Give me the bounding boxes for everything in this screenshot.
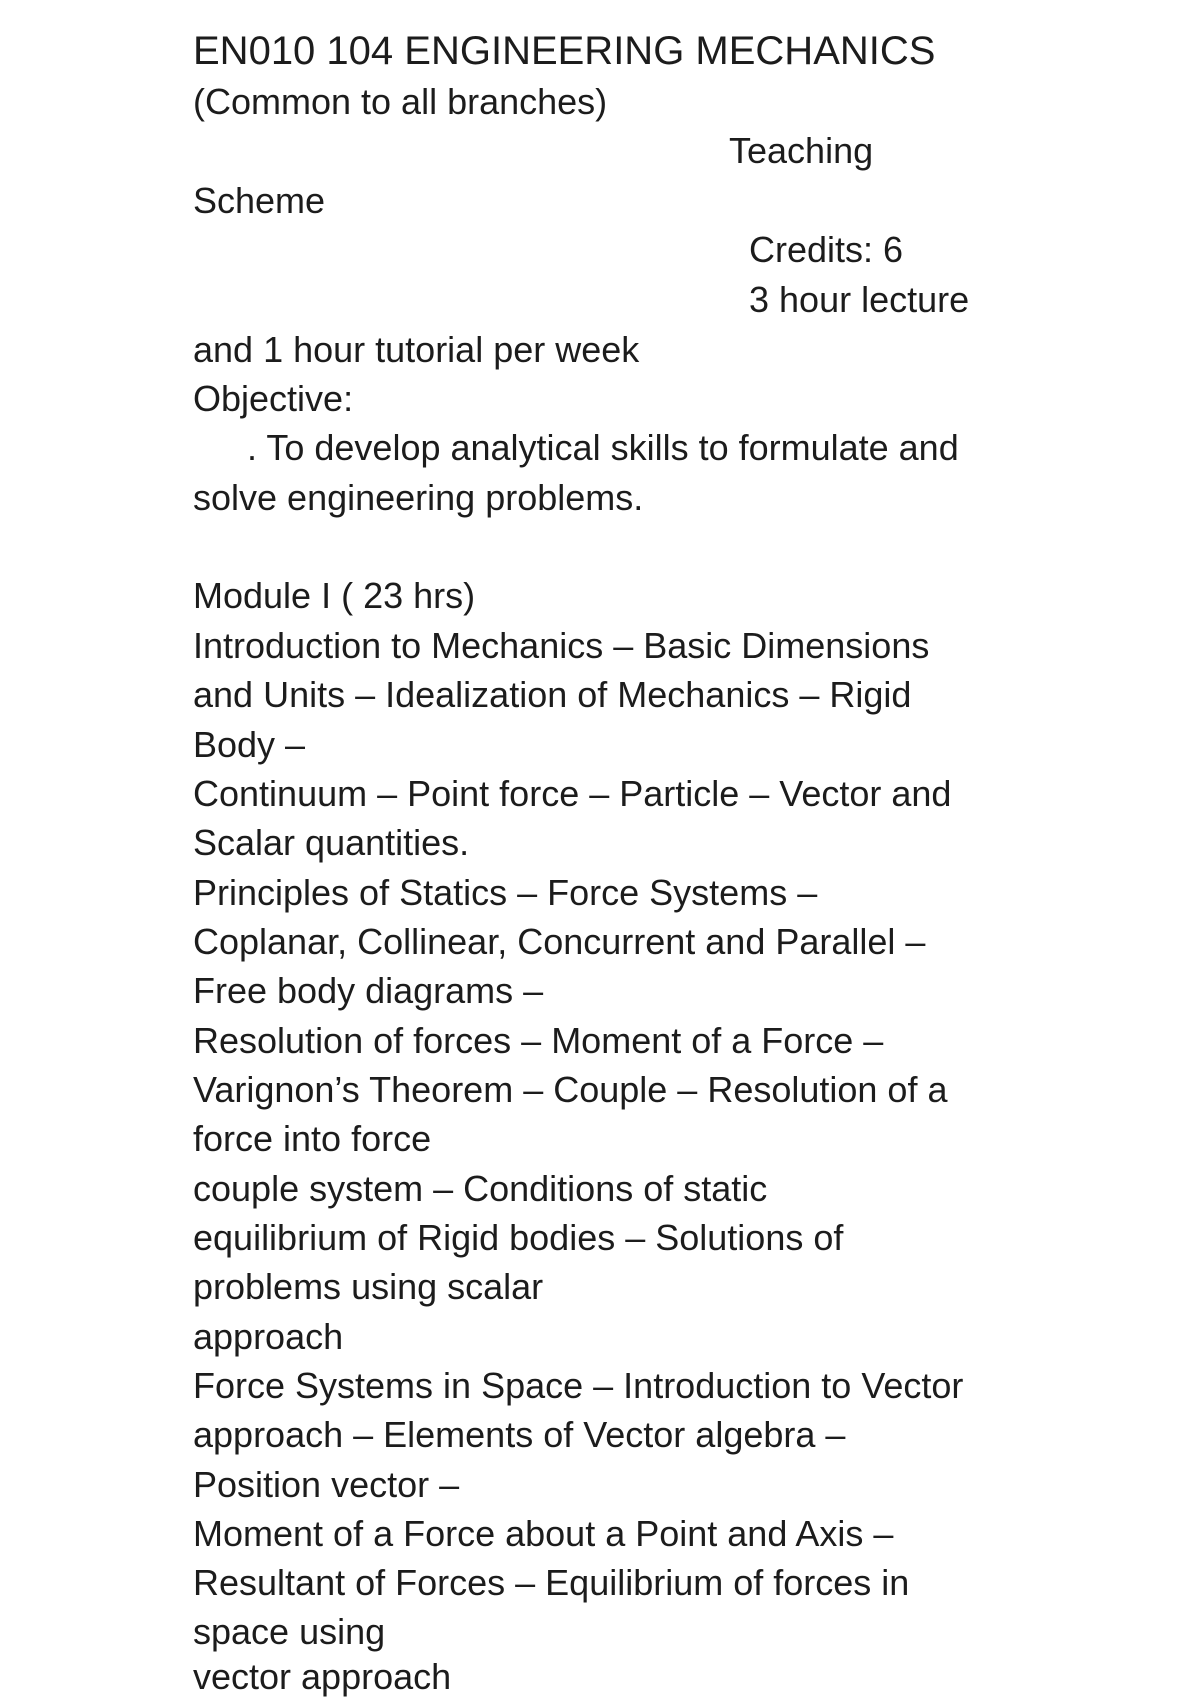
body-line: Free body diagrams –: [193, 970, 544, 1011]
body-line: Varignon’s Theorem – Couple – Resolution of a: [193, 1069, 948, 1110]
body-line: Scalar quantities.: [193, 822, 470, 863]
body-line: Body –: [193, 724, 306, 765]
body-line: equilibrium of Rigid bodies – Solutions of: [193, 1217, 844, 1258]
course-title: EN010 104 ENGINEERING MECHANICS: [193, 29, 936, 73]
body-line: and Units – Idealization of Mechanics – Rigid: [193, 674, 912, 715]
body-line: Continuum – Point force – Particle – Vector and: [193, 773, 952, 814]
tutorial-text: and 1 hour tutorial per week: [193, 329, 640, 370]
body-line: Introduction to Mechanics – Basic Dimensions: [193, 625, 930, 666]
scheme-label: Scheme: [193, 180, 326, 221]
body-line: Moment of a Force about a Point and Axis –: [193, 1513, 894, 1554]
body-line: vector approach: [193, 1656, 452, 1697]
body-line: Force Systems in Space – Introduction to Vector: [193, 1365, 964, 1406]
body-line: couple system – Conditions of static: [193, 1168, 768, 1209]
objective-heading: Objective:: [193, 378, 354, 419]
module-heading: Module I ( 23 hrs): [193, 575, 476, 616]
body-line: Resolution of forces – Moment of a Force –: [193, 1020, 884, 1061]
lecture-text: 3 hour lecture: [749, 279, 970, 320]
objective-line: . To develop analytical skills to formulate and: [247, 427, 959, 468]
body-line: approach: [193, 1316, 344, 1357]
credits-text: Credits: 6: [749, 229, 904, 270]
body-line: space using: [193, 1611, 386, 1652]
body-line: problems using scalar: [193, 1266, 544, 1307]
body-line: Resultant of Forces – Equilibrium of forces in: [193, 1562, 910, 1603]
course-subtitle: (Common to all branches): [193, 81, 608, 122]
body-line: Coplanar, Collinear, Concurrent and Parallel –: [193, 921, 926, 962]
teaching-label: Teaching: [729, 130, 874, 171]
body-line: Position vector –: [193, 1464, 460, 1505]
body-line: approach – Elements of Vector algebra –: [193, 1414, 846, 1455]
body-line: force into force: [193, 1118, 432, 1159]
body-line: Principles of Statics – Force Systems –: [193, 872, 818, 913]
objective-line: solve engineering problems.: [193, 477, 644, 518]
